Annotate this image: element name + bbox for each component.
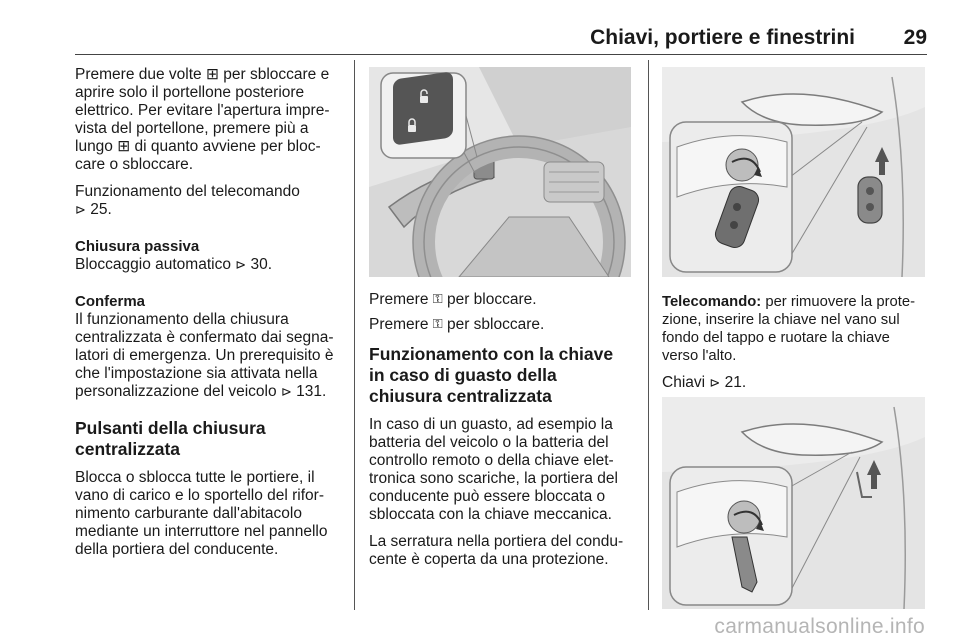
column-1 xyxy=(75,66,347,568)
keys-reference: Chiavi ⊳ 21. xyxy=(662,374,747,391)
personalization-page-link[interactable]: 131. xyxy=(296,383,327,400)
unlock-instruction: Premere ⚿ per sbloccare. xyxy=(369,316,545,333)
column-divider-1 xyxy=(354,60,355,610)
lock-instruction: Premere ⚿ per bloccare. xyxy=(369,291,537,308)
key-in-lock-figure xyxy=(662,397,925,609)
remote-page-link[interactable]: 25. xyxy=(90,201,112,218)
passive-lock-heading: Chiusura passiva xyxy=(75,238,200,255)
central-lock-buttons-heading: Pulsanti della chiusura centralizzata xyxy=(75,418,266,459)
key-operation-text: In caso di un guasto, ad esempio la batteria del veicolo o la batteria del controllo remoto o della chiave elet-tronica sono scariche, la portiera del conducente può essere bloccata o sbloccata con la chiave meccanica. xyxy=(369,416,618,523)
key-operation-heading: Funzionamento con la chiave in caso di guasto della chiusura centralizzata xyxy=(369,344,614,406)
column-2 xyxy=(369,291,633,578)
passive-page-link[interactable]: 30. xyxy=(250,256,273,273)
confirm-heading: Conferma xyxy=(75,293,146,310)
page-title: Chiavi, portiere e finestrini xyxy=(590,26,855,49)
lock-icon: ⚿ xyxy=(432,291,443,306)
lock-cover-text: La serratura nella portiera del condu-cente è coperta da una protezione. xyxy=(369,533,624,568)
remote-caption-label: Telecomando: xyxy=(662,294,762,310)
ref-arrow-icon: ⊳ xyxy=(75,202,86,217)
header-rule xyxy=(75,54,927,55)
keys-page-link[interactable]: 21. xyxy=(724,374,747,391)
page-number: 29 xyxy=(903,26,927,49)
column-divider-2 xyxy=(648,60,649,610)
column-3 xyxy=(662,293,927,401)
trunk-paragraph: Premere due volte ⊞ per sbloccare e aprire solo il portellone posteriore elettrico. Per evitare l'apertura impre-vista del portellone, premere più a lungo ⊞ di quanto avviene per bloc-care o sbloccare. xyxy=(75,66,330,173)
remove-cover-figure xyxy=(662,67,925,277)
ref-arrow-icon: ⊳ xyxy=(235,257,247,272)
watermark: carmanualsonline.info xyxy=(714,615,925,638)
passive-lock-text: Bloccaggio automatico ⊳ 30. xyxy=(75,256,273,273)
central-lock-buttons-text: Blocca o sblocca tutte le portiere, il vano di carico e lo sportello del rifor-nimento carburante dall'abitacolo mediante un interruttore nel pannello della portiera del conducente. xyxy=(75,469,328,558)
page-header xyxy=(75,26,927,52)
door-lock-buttons-figure xyxy=(369,67,631,277)
confirm-text: Il funzionamento della chiusura centralizzata è confermato dai segna-latori di emergenza. Un prerequisito è che l'impostazione sia attivata nella personalizzazione del veicolo ⊳ 131. xyxy=(75,311,334,400)
remote-reference: Funzionamento del telecomando ⊳ 25. xyxy=(75,183,300,218)
unlock-icon: ⚿ xyxy=(432,316,443,331)
ref-arrow-icon: ⊳ xyxy=(280,384,292,399)
ref-arrow-icon: ⊳ xyxy=(709,375,721,390)
remote-caption: Telecomando: per rimuovere la prote-zione, inserire la chiave nel vano sul fondo del tappo e ruotare la chiave verso l'alto. xyxy=(662,294,916,364)
